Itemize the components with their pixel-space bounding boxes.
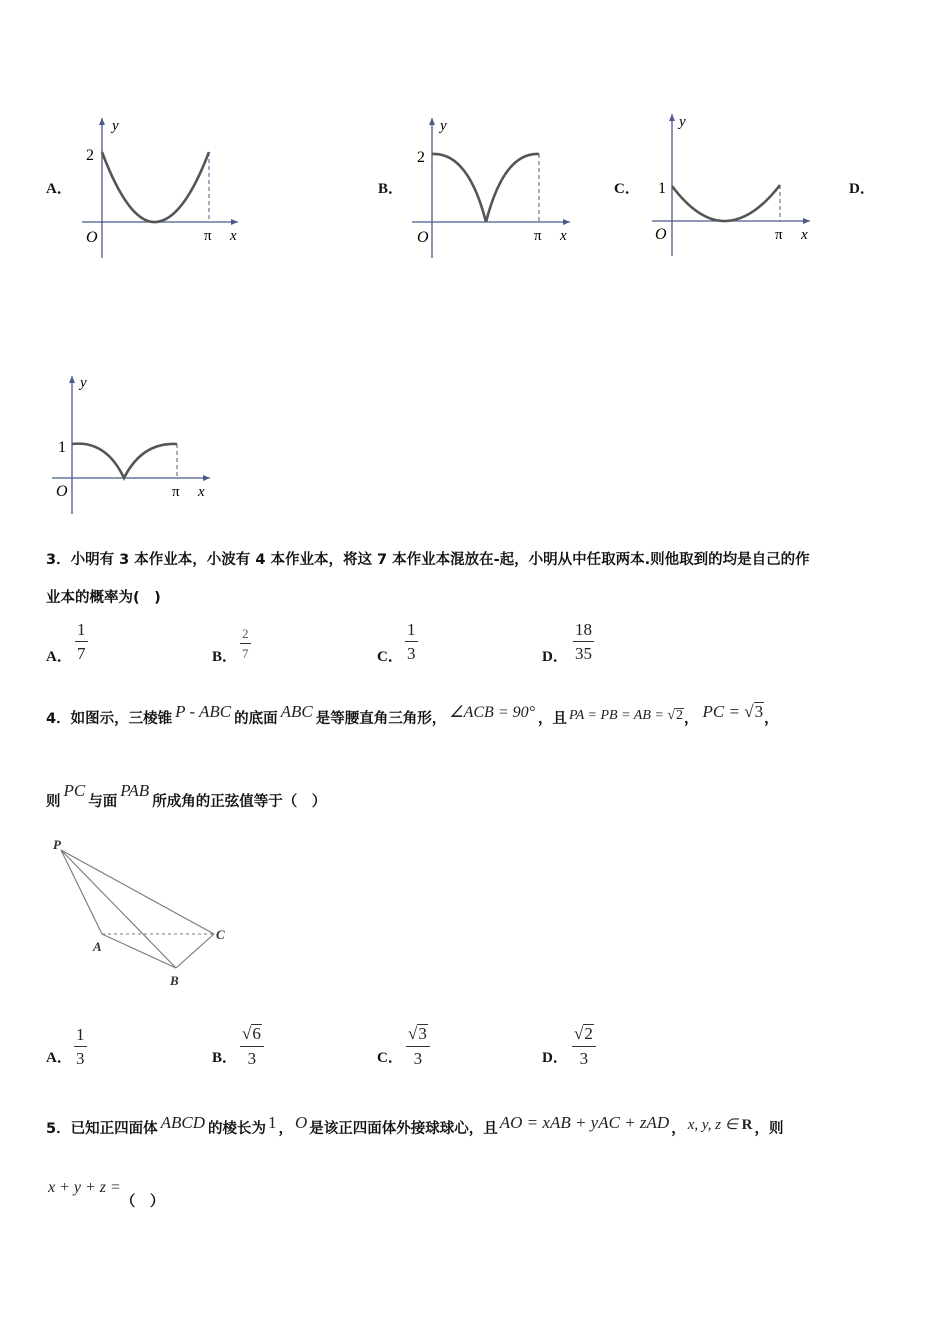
pi-label: π: [204, 228, 212, 244]
q5-text2: ，: [278, 1121, 293, 1137]
origin-label: O: [86, 229, 98, 246]
vertex-c-label: C: [216, 927, 225, 942]
q4-text3: ，且: [538, 711, 568, 727]
q4-eq1-lhs: PA = PB = AB =: [569, 708, 668, 723]
pi-label: π: [534, 228, 542, 244]
y-axis-label: y: [112, 118, 119, 134]
origin-label: O: [56, 483, 68, 500]
y-value-label: 2: [417, 149, 425, 166]
q4-prefix: 4．如图示，三棱锥: [46, 711, 173, 727]
x-axis-label: x: [198, 484, 205, 500]
q2-option-c-label: C．: [614, 181, 640, 197]
q4-stem-line1: [46, 702, 779, 728]
vertex-b-label: B: [170, 973, 179, 988]
q5-text1: 的棱长为: [207, 1121, 266, 1137]
q5-abcd: ABCD: [160, 1113, 205, 1132]
denominator: 3: [579, 1048, 589, 1068]
q4-option-a-fraction: [74, 1026, 87, 1067]
q4-option-b-label: B．: [212, 1050, 238, 1066]
x-axis-label: x: [230, 228, 237, 244]
q4-base: ABC: [280, 702, 313, 721]
q4-eq2-radicand: 3: [754, 702, 764, 721]
q4-pab: PAB: [120, 781, 150, 800]
origin-label: O: [655, 226, 667, 243]
q3-option-a-fraction: [75, 621, 88, 662]
q4-eq2: PC = √3: [702, 702, 764, 721]
q4-option-a-label: A．: [46, 1050, 72, 1066]
q4-eq1: PA = PB = AB = √2: [569, 708, 684, 723]
q3-option-d-label: D．: [542, 649, 568, 665]
q3-option-d-fraction: [573, 621, 594, 662]
q5-xyz-set: x, y, z ∈: [687, 1117, 742, 1133]
numerator: 2: [242, 626, 249, 641]
q2-option-d-label: D．: [849, 181, 875, 197]
y-axis-label: y: [440, 118, 447, 134]
denominator: 3: [407, 644, 416, 663]
q4-pyramid-figure: [46, 832, 246, 992]
q5-stem-line2: [48, 1176, 165, 1210]
q2-graph-d: [48, 370, 223, 520]
q4-option-b-fraction: √6 3: [240, 1024, 264, 1067]
origin-label: O: [417, 229, 429, 246]
q4-eq1-radicand: 2: [676, 708, 684, 723]
denominator: 3: [413, 1048, 423, 1068]
q5-edge-length: 1: [267, 1113, 277, 1132]
x-axis-label: x: [560, 228, 567, 244]
q2-option-a-label: A．: [46, 181, 72, 197]
q3-option-b-label: B．: [212, 649, 238, 665]
radicand: 2: [584, 1024, 593, 1043]
q4-with-plane: 与面: [88, 794, 118, 810]
vertex-a-label: A: [93, 939, 102, 954]
q4-option-d-fraction: √2 3: [572, 1024, 596, 1067]
numerator: 1: [76, 1025, 85, 1044]
q4-option-c-fraction: √3 3: [406, 1024, 430, 1067]
q4-angle: ∠ACB = 90°: [449, 704, 536, 721]
q3-option-b-fraction: [240, 627, 251, 660]
q4-tetrahedron: P - ABC: [175, 702, 232, 721]
y-value-label: 1: [58, 439, 66, 456]
x-axis-label: x: [801, 227, 808, 243]
q4-question: 所成角的正弦值等于（ ）: [152, 794, 327, 810]
q4-then: 则: [46, 794, 61, 810]
y-axis-label: y: [80, 375, 87, 391]
q5-text3: 是该正四面体外接球球心，且: [309, 1121, 498, 1137]
q3-option-c-fraction: [405, 621, 418, 662]
q5-text5: ，则: [754, 1121, 784, 1137]
q4-pc: PC: [63, 781, 86, 800]
q5-reals: R: [741, 1117, 753, 1133]
q4-eq2-lhs: PC =: [702, 702, 745, 721]
q5-stem-line1: [46, 1113, 784, 1138]
y-value-label: 2: [86, 147, 94, 164]
pi-label: π: [172, 484, 180, 500]
q2-graph-b: [408, 112, 583, 262]
denominator: 3: [76, 1049, 85, 1068]
y-value-label: 1: [658, 180, 666, 197]
y-axis-label: y: [679, 114, 686, 130]
numerator: 1: [407, 620, 416, 639]
radicand: 6: [252, 1024, 261, 1043]
q4-comma: ，: [684, 711, 699, 727]
q3-stem-line2: 业本的概率为( ): [46, 590, 161, 606]
denominator: 35: [575, 644, 592, 663]
q5-prefix: 5．已知正四面体: [46, 1121, 158, 1137]
q2-graph-a: [78, 112, 253, 262]
q4-comma2: ，: [764, 711, 779, 727]
q5-paren: （ ）: [120, 1194, 165, 1210]
denominator: 7: [77, 644, 86, 663]
q4-option-c-label: C．: [377, 1050, 403, 1066]
q3-option-c-label: C．: [377, 649, 403, 665]
q4-stem-line2: [46, 781, 327, 811]
q2-option-b-label: B．: [378, 181, 404, 197]
pi-label: π: [775, 227, 783, 243]
q4-text1: 的底面: [234, 711, 278, 727]
q4-text2: 是等腰直角三角形，: [315, 711, 447, 727]
denominator: 7: [242, 646, 249, 661]
q5-o: O: [294, 1113, 308, 1132]
q3-stem-line1: 3．小明有 3 本作业本，小波有 4 本作业本，将这 7 本作业本混放在-起，小明从中任取两本.则他取到的均是自己的作: [46, 552, 810, 568]
q4-option-d-label: D．: [542, 1050, 568, 1066]
q5-text4: ，: [671, 1121, 686, 1137]
q3-option-a-label: A．: [46, 649, 72, 665]
q5-vector-eq: AO = xAB + yAC + zAD: [499, 1113, 670, 1132]
radicand: 3: [418, 1024, 427, 1043]
numerator: 18: [575, 620, 592, 639]
denominator: 3: [247, 1048, 257, 1068]
q5-xyz: [688, 1115, 753, 1134]
q5-sum: x + y + z =: [48, 1179, 121, 1196]
vertex-p-label: P: [53, 837, 61, 852]
numerator: 1: [77, 620, 86, 639]
q2-graph-c: [648, 108, 823, 260]
